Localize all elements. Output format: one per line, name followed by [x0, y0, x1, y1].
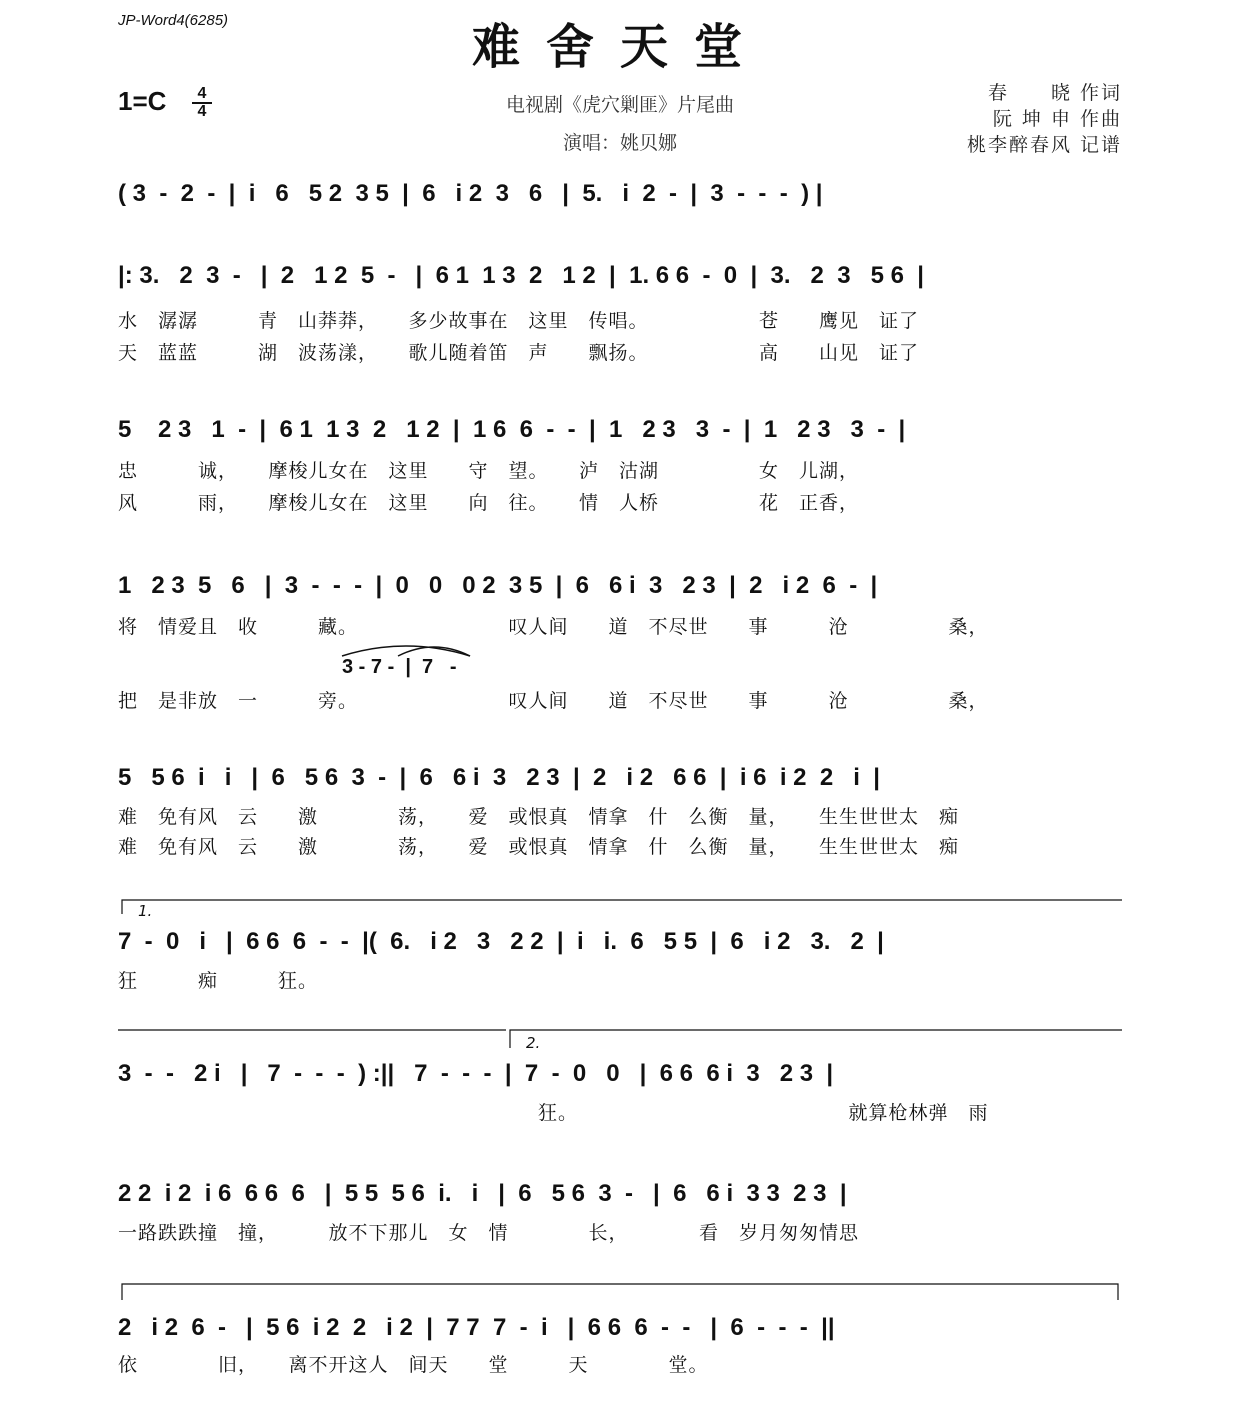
- lyric-line-8: 一路跌跌撞 撞， 放不下那儿 女 情 长， 看 岁月匆匆情思: [118, 1222, 860, 1244]
- watermark: JP-Word4(6285): [118, 12, 229, 29]
- score-line-6: [118, 928, 1122, 968]
- subtitle: 电视剧《虎穴剿匪》片尾曲: [505, 94, 734, 116]
- lyric-line-2-verse-1: 水 潺潺 青 山莽莽， 多少故事在 这里 传唱。 苍 鹰见 证了: [118, 310, 920, 332]
- notation-text: 3 - - 2 i | 7 - - - ) :|| 7 - - - | 7 - 0 0 | 6 6 6 i 3 2 3 |: [118, 1060, 834, 1087]
- performer: 演唱：姚贝娜: [562, 132, 677, 154]
- notation-text: 3 - 7 - | 7 -: [342, 656, 457, 678]
- notation-text: |: 3. 2 3 - | 2 1 2 5 - | 6 1 1 3 2 1 2 | 1. 6 6 - 0 | 3. 2 3 5 6 |: [118, 262, 925, 289]
- time-signature: [192, 86, 212, 120]
- score-line-9: [118, 1314, 1122, 1354]
- alt-notation: [342, 656, 562, 686]
- volta-1-label: 1.: [138, 902, 153, 920]
- lyric-line-5-verse-1: 难 免有风 云 激 荡， 爱 或恨真 情拿 什 么衡 量， 生生世世太 痴: [118, 806, 960, 828]
- notation-text: 5 2 3 1 - | 6 1 1 3 2 1 2 | 1 6 6 - - | 1 2 3 3 - | 1 2 3 3 - |: [118, 416, 906, 443]
- lyric-line-6: 狂 痴 狂。: [118, 970, 319, 992]
- key-signature: 1=C: [118, 86, 167, 116]
- volta-2-bracket: [118, 1026, 1122, 1050]
- notation-text: ( 3 - 2 - | i 6 5 2 3 5 | 6 i 2 3 6 | 5. i 2 - | 3 - - - ) |: [118, 180, 823, 207]
- score-line-8: [118, 1180, 1122, 1220]
- notation-text: 2 i 2 6 - | 5 6 i 2 2 i 2 | 7 7 7 - i | 6 6 6 - - | 6 - - - ||: [118, 1314, 835, 1341]
- song-title: 难舍天堂: [471, 19, 768, 75]
- lyric-line-4-verse-2: 把 是非放 一 旁。 叹人间 道 不尽世 事 沧 桑，: [118, 690, 989, 712]
- volta-1-bracket: [118, 896, 1122, 916]
- lyric-line-4-verse-1: 将 情爱且 收 藏。 叹人间 道 不尽世 事 沧 桑，: [118, 616, 989, 638]
- coda-bracket: [118, 1280, 1122, 1302]
- score-line-3: [118, 416, 1122, 456]
- notation-text: 7 - 0 i | 6 6 6 - - |( 6. i 2 3 2 2 | i i. 6 5 5 | 6 i 2 3. 2 |: [118, 928, 884, 955]
- lyric-line-3-verse-2: 风 雨， 摩梭儿女在 这里 向 往。 情 人桥 花 正香，: [118, 492, 860, 514]
- notation-text: 2 2 i 2 i 6 6 6 6 | 5 5 5 6 i. i | 6 5 6 3 - | 6 6 i 3 3 2 3 |: [118, 1180, 847, 1207]
- lyric-line-7: 狂。 就算枪林弹 雨: [118, 1102, 989, 1124]
- notation-text: 5 5 6 i i | 6 5 6 3 - | 6 6 i 3 2 3 | 2 i 2 6 6 | i 6 i 2 2 i |: [118, 764, 880, 791]
- time-denominator: 4: [197, 103, 207, 120]
- score-line-2: [118, 262, 1122, 302]
- score-line-5: [118, 764, 1122, 804]
- score-line-1: [118, 180, 1122, 220]
- lyric-line-2-verse-2: 天 蓝蓝 湖 波荡漾， 歌儿随着笛 声 飘扬。 高 山见 证了: [118, 342, 920, 364]
- composer-credit: 阮 坤 申 作曲: [992, 108, 1122, 130]
- lyricist-credit: 春 晓 作词: [987, 82, 1122, 104]
- score-line-7: [118, 1060, 1122, 1100]
- lyric-line-9: 依 旧， 离不开这人 间天 堂 天 堂。: [118, 1354, 709, 1376]
- lyric-line-3-verse-1: 忠 诚， 摩梭儿女在 这里 守 望。 泸 沽湖 女 儿湖，: [118, 460, 860, 482]
- score-line-4: [118, 572, 1122, 612]
- notation-text: 1 2 3 5 6 | 3 - - - | 0 0 0 2 3 5 | 6 6 i 3 2 3 | 2 i 2 6 - |: [118, 572, 878, 599]
- time-numerator: 4: [192, 86, 212, 104]
- volta-2-label: 2.: [526, 1034, 541, 1052]
- lyric-line-5-verse-2: 难 免有风 云 激 荡， 爱 或恨真 情拿 什 么衡 量， 生生世世太 痴: [118, 836, 960, 858]
- transcriber-credit: 桃李醉春风 记谱: [966, 134, 1122, 156]
